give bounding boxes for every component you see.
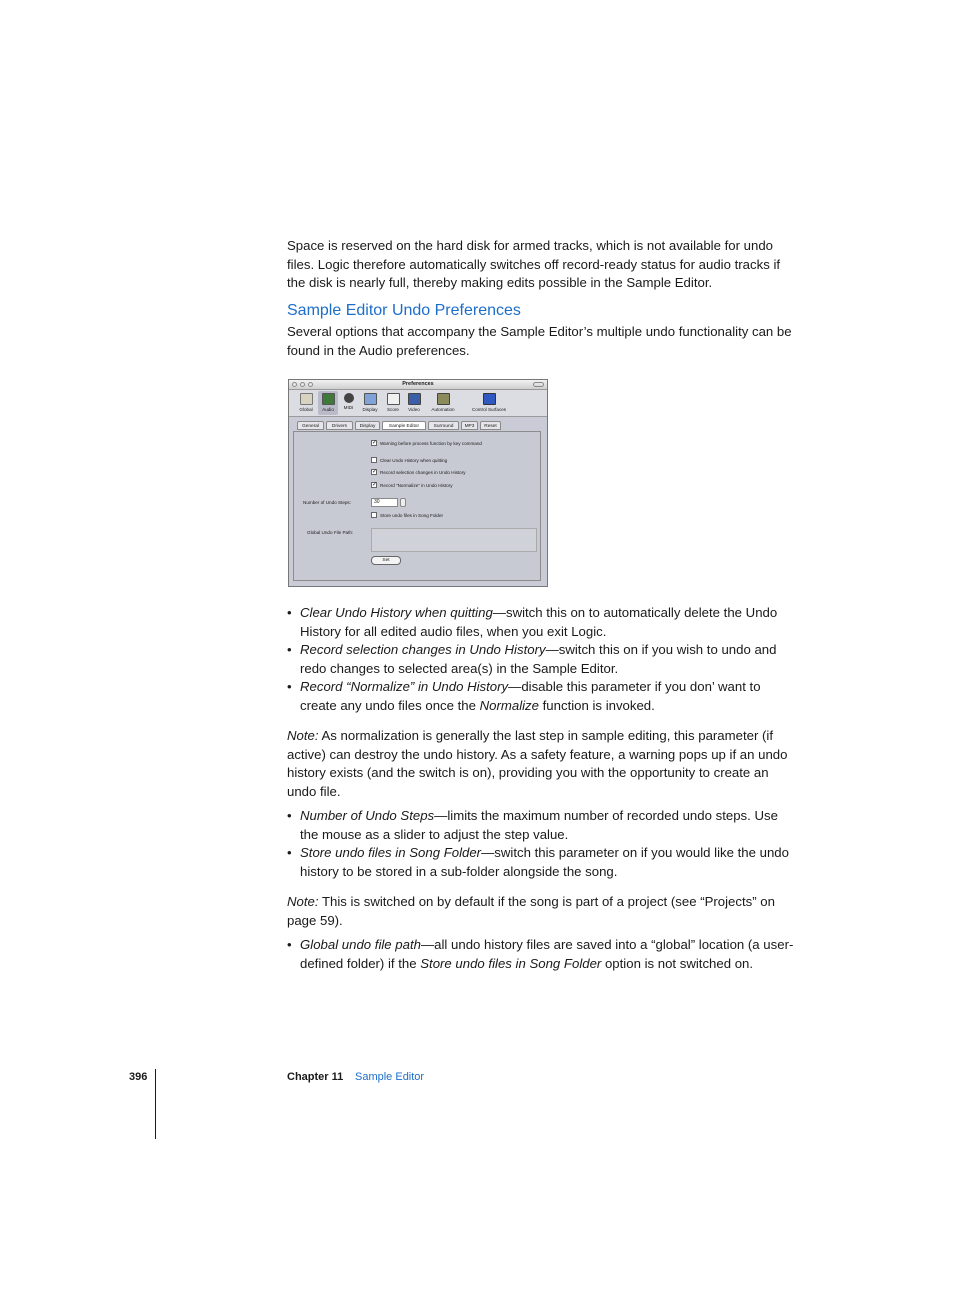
- display-icon: [364, 393, 377, 405]
- store-undo-checkbox[interactable]: [371, 512, 377, 518]
- store-undo-label: Store undo files in Song Folder: [380, 513, 444, 518]
- record-normalize-label: Record “Normalize” in Undo History: [380, 483, 453, 488]
- note-paragraph-1: Note: As normalization is generally the last step in sample editing, this parameter (if active) can destroy the undo history. As a safety feature, a warning pops up if an undo history exists (and the switch is on), providing you with the opportunity to create an undo file.: [287, 728, 788, 799]
- global-path-label: Global Undo File Path:: [307, 530, 354, 535]
- toolbar-toggle-icon[interactable]: [533, 382, 544, 387]
- section-heading: Sample Editor Undo Preferences: [287, 302, 521, 319]
- global-path-field[interactable]: [371, 528, 537, 552]
- toolbar-video-label: Video: [408, 407, 420, 412]
- footer-divider: [155, 1069, 156, 1139]
- preferences-window-screenshot: [288, 379, 548, 587]
- bullet-list-3: [287, 936, 797, 973]
- bullet-list-2: [287, 807, 797, 881]
- bullet-list-1: [287, 604, 797, 716]
- list-item: • Global undo file path—all undo history files are saved into a “global” location (a user-defined folder) if the Store undo files in Song Folder option is not switched on.: [287, 936, 797, 973]
- record-normalize-checkbox[interactable]: ✓: [372, 482, 378, 488]
- undo-steps-stepper[interactable]: [400, 498, 406, 507]
- tab-mp3[interactable]: MP3: [461, 421, 478, 430]
- list-item: • Record “Normalize” in Undo History—disable this parameter if you don’ want to create any undo files once the Normalize function is invoked.: [287, 678, 797, 715]
- toolbar-global-button[interactable]: [295, 393, 317, 412]
- page-number: 396: [129, 1071, 148, 1083]
- midi-icon: [344, 393, 354, 403]
- tab-general[interactable]: General: [297, 421, 324, 430]
- undo-steps-field[interactable]: 30: [371, 498, 398, 507]
- list-item: • Clear Undo History when quitting—switch this on to automatically delete the Undo History for all edited audio files, when you exit Logic.: [287, 604, 797, 641]
- toolbar-midi-button[interactable]: [340, 393, 357, 410]
- toolbar-score-button[interactable]: [384, 393, 402, 412]
- list-item: • Store undo files in Song Folder—switch this parameter on if you would like the undo history to be stored in a sub-folder alongside the song.: [287, 844, 797, 881]
- window-title: Preferences: [402, 381, 434, 387]
- toolbar-automation-label: Automation: [431, 407, 455, 412]
- toolbar-display-button[interactable]: [359, 393, 381, 412]
- toolbar-audio-label: Audio: [322, 407, 334, 412]
- warning-checkbox[interactable]: ✓: [372, 440, 378, 446]
- section-intro-paragraph: Several options that accompany the Sample Editor’s multiple undo functionality can be found in the Audio preferences.: [287, 324, 792, 358]
- chapter-title-link[interactable]: Sample Editor: [355, 1071, 425, 1083]
- tab-drivers[interactable]: Drivers: [326, 421, 353, 430]
- toolbar-video-button[interactable]: [405, 393, 423, 412]
- global-icon: [300, 393, 313, 405]
- tab-reset[interactable]: Reset: [480, 421, 501, 430]
- list-item: • Number of Undo Steps—limits the maximum number of recorded undo steps. Use the mouse as a slider to adjust the step value.: [287, 807, 797, 844]
- automation-icon: [437, 393, 450, 405]
- toolbar-global-label: Global: [299, 407, 313, 412]
- video-icon: [408, 393, 421, 405]
- sample-editor-settings: [293, 431, 541, 581]
- toolbar-automation-button[interactable]: [426, 393, 460, 412]
- score-icon: [387, 393, 400, 405]
- tab-display[interactable]: Display: [355, 421, 380, 430]
- warning-label: Warning before process function by key command: [380, 441, 482, 446]
- toolbar-midi-label: MIDI: [343, 405, 354, 410]
- undo-steps-label: Number of Undo Steps:: [303, 500, 352, 505]
- toolbar-audio-button[interactable]: [318, 391, 338, 415]
- toolbar-control-surfaces-button[interactable]: [464, 393, 514, 412]
- tab-sample-editor[interactable]: Sample Editor: [382, 421, 426, 430]
- preferences-panel: [293, 421, 541, 581]
- intro-paragraph: Space is reserved on the hard disk for armed tracks, which is not available for undo files. Logic therefore automatically switches off record-ready status for audio tracks if the disk is nearly full, thereby making edits possible in the Sample Editor.: [287, 238, 781, 291]
- set-button[interactable]: Set: [371, 556, 401, 565]
- list-item: • Record selection changes in Undo History—switch this on if you wish to undo and redo changes to selected area(s) in the Sample Editor.: [287, 641, 797, 678]
- preferences-toolbar: [289, 390, 547, 417]
- toolbar-display-label: Display: [362, 407, 378, 412]
- clear-undo-label: Clear Undo History when quitting: [380, 458, 448, 463]
- window-titlebar: [289, 380, 547, 390]
- control-surfaces-icon: [483, 393, 496, 405]
- clear-undo-checkbox[interactable]: [371, 457, 377, 463]
- note-paragraph-2: Note: This is switched on by default if the song is part of a project (see “Projects” on page 59).: [287, 894, 775, 928]
- record-selection-label: Record selection changes in Undo History: [380, 470, 466, 475]
- tab-surround[interactable]: Surround: [428, 421, 459, 430]
- toolbar-control-surfaces-label: Control Surfaces: [471, 407, 507, 412]
- toolbar-score-label: Score: [386, 407, 399, 412]
- record-selection-checkbox[interactable]: ✓: [372, 469, 378, 475]
- audio-icon: [322, 393, 335, 405]
- chapter-label: Chapter 11: [287, 1071, 344, 1083]
